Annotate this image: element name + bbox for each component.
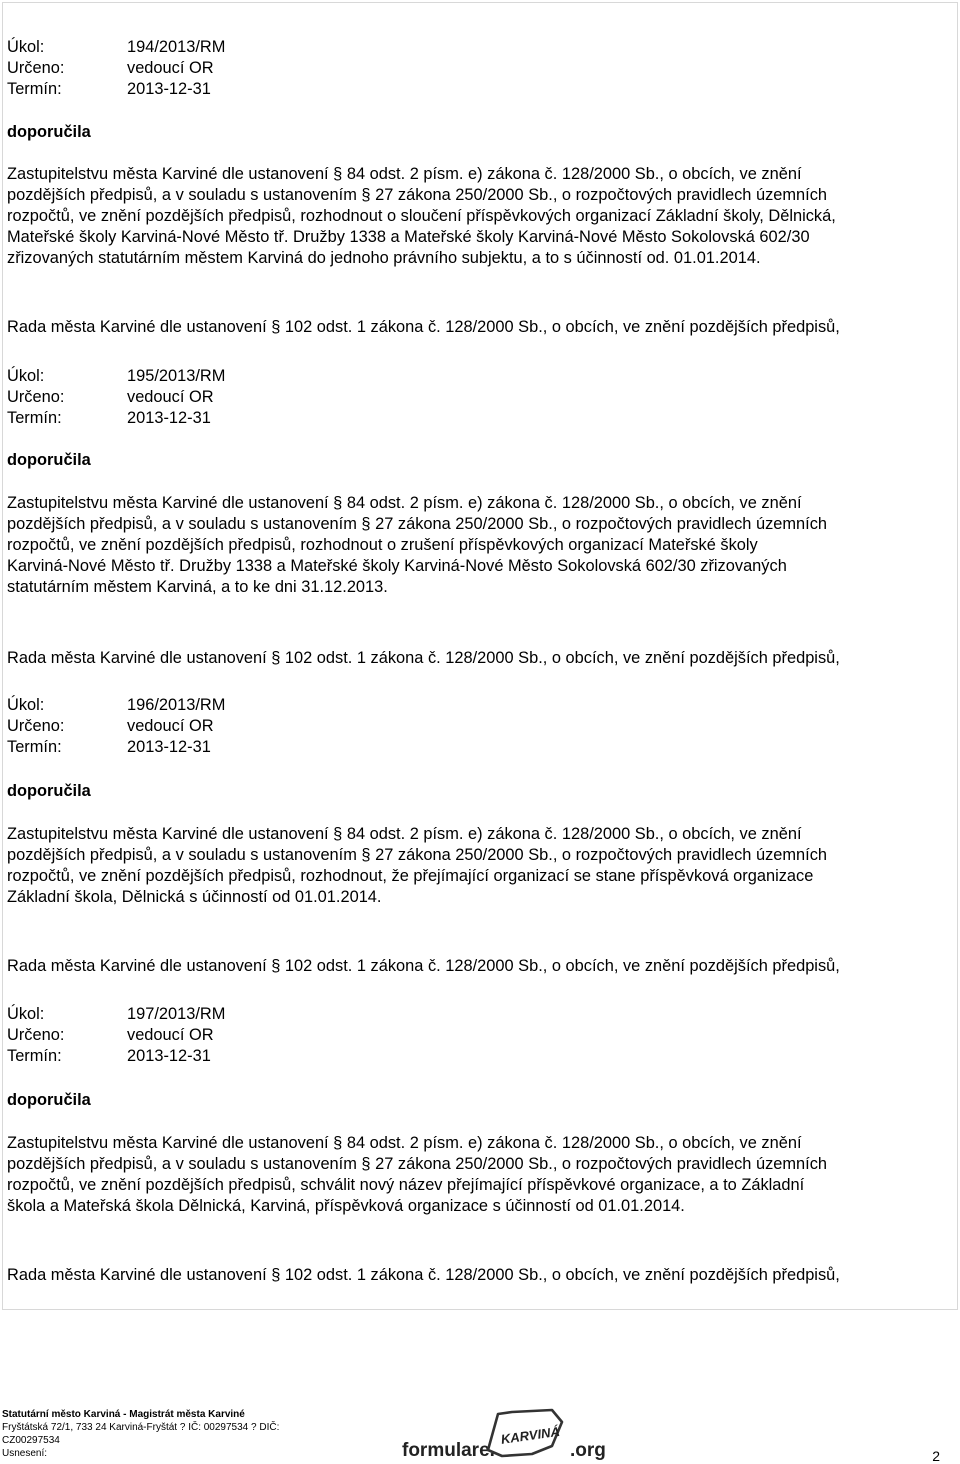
recommends-heading: doporučila bbox=[7, 782, 91, 800]
assigned-row bbox=[7, 58, 952, 79]
text-line: Zastupitelstvu města Karviné dle ustanovení § 84 odst. 2 písm. e) zákona č. 128/2000 Sb., o obcích, ve znění bbox=[7, 165, 802, 183]
resolution-block bbox=[7, 695, 952, 908]
text-line: Karviná-Nové Město tř. Družby 1338 a Mateřské školy Karviná-Nové Město Sokolovská 602/30 zřizovaných bbox=[7, 557, 787, 575]
text-line: Zastupitelstvu města Karviné dle ustanovení § 84 odst. 2 písm. e) zákona č. 128/2000 Sb., o obcích, ve znění bbox=[7, 494, 802, 512]
text-line: statutárním městem Karviná, a to ke dni 31.12.2013. bbox=[7, 578, 388, 596]
assigned-row bbox=[7, 716, 952, 737]
task-row bbox=[7, 1004, 952, 1025]
assigned-value: vedoucí OR bbox=[127, 1026, 214, 1044]
deadline-value: 2013-12-31 bbox=[127, 80, 211, 98]
deadline-value: 2013-12-31 bbox=[127, 409, 211, 427]
task-number: 195/2013/RM bbox=[127, 367, 226, 385]
assigned-value: vedoucí OR bbox=[127, 717, 214, 735]
deadline-row bbox=[7, 408, 952, 429]
task-number: 197/2013/RM bbox=[127, 1005, 226, 1023]
text-line: škola a Mateřská škola Dělnická, Karviná, příspěvková organizace s účinností od 01.01.2014. bbox=[7, 1197, 685, 1215]
assigned-label: Určeno: bbox=[7, 388, 65, 406]
footer-info bbox=[2, 1408, 362, 1460]
council-preamble: Rada města Karviné dle ustanovení § 102 odst. 1 zákona č. 128/2000 Sb., o obcích, ve znění pozdějších předpisů, bbox=[7, 1266, 840, 1284]
text-line: rozpočtů, ve znění pozdějších předpisů, rozhodnout o sloučení příspěvkových organizací Základní školy, Dělnická, bbox=[7, 207, 836, 225]
text-line: Základní škola, Dělnická s účinností od 01.01.2014. bbox=[7, 888, 382, 906]
text-line: Zastupitelstvu města Karviné dle ustanovení § 84 odst. 2 písm. e) zákona č. 128/2000 Sb., o obcích, ve znění bbox=[7, 825, 802, 843]
text-line: pozdějších předpisů, a v souladu s ustanovením § 27 zákona 250/2000 Sb., o rozpočtových pravidlech územních bbox=[7, 515, 828, 533]
logo-suffix: .org bbox=[570, 1440, 606, 1461]
resolution-text bbox=[7, 1133, 952, 1217]
footer-address: Fryštátská 72/1, 733 24 Karviná-Fryštát ? IČ: 00297534 ? DIČ: bbox=[2, 1422, 280, 1433]
task-row bbox=[7, 695, 952, 716]
task-label: Úkol: bbox=[7, 696, 45, 714]
formulare-karvina-logo bbox=[402, 1408, 617, 1464]
assigned-label: Určeno: bbox=[7, 59, 65, 77]
page-number: 2 bbox=[932, 1448, 940, 1464]
deadline-row bbox=[7, 1046, 952, 1067]
footer-vat: CZ00297534 bbox=[2, 1435, 60, 1446]
resolution-block bbox=[7, 1004, 952, 1217]
resolution-text bbox=[7, 493, 952, 598]
footer-resolution-label: Usnesení: bbox=[2, 1448, 48, 1459]
text-line: pozdějších předpisů, a v souladu s ustanovením § 27 zákona 250/2000 Sb., o rozpočtových pravidlech územních bbox=[7, 186, 828, 204]
recommends-heading: doporučila bbox=[7, 451, 91, 469]
recommends-heading: doporučila bbox=[7, 1091, 91, 1109]
deadline-row bbox=[7, 79, 952, 100]
assigned-value: vedoucí OR bbox=[127, 59, 214, 77]
assigned-label: Určeno: bbox=[7, 1026, 65, 1044]
resolution-text bbox=[7, 164, 952, 269]
text-line: zřizovaných statutárním městem Karviná do jednoho právního subjektu, a to s účinností od. 01.01.2014. bbox=[7, 249, 761, 267]
deadline-value: 2013-12-31 bbox=[127, 1047, 211, 1065]
assigned-label: Určeno: bbox=[7, 717, 65, 735]
task-label: Úkol: bbox=[7, 1005, 45, 1023]
task-row bbox=[7, 366, 952, 387]
resolution-block bbox=[7, 366, 952, 598]
logo-text: formulare. bbox=[402, 1440, 495, 1461]
footer-org-name: Statutární město Karviná - Magistrát města Karviné bbox=[2, 1409, 245, 1420]
task-number: 196/2013/RM bbox=[127, 696, 226, 714]
task-number: 194/2013/RM bbox=[127, 38, 226, 56]
logo-word: KARVINÁ bbox=[499, 1423, 561, 1447]
assigned-value: vedoucí OR bbox=[127, 388, 214, 406]
council-preamble: Rada města Karviné dle ustanovení § 102 odst. 1 zákona č. 128/2000 Sb., o obcích, ve znění pozdějších předpisů, bbox=[7, 957, 840, 975]
text-line: pozdějších předpisů, a v souladu s ustanovením § 27 zákona 250/2000 Sb., o rozpočtových pravidlech územních bbox=[7, 1155, 828, 1173]
deadline-value: 2013-12-31 bbox=[127, 738, 211, 756]
recommends-heading: doporučila bbox=[7, 123, 91, 141]
text-line: rozpočtů, ve znění pozdějších předpisů, schválit nový název přejímající příspěvkové organizace, a to Základní bbox=[7, 1176, 805, 1194]
assigned-row bbox=[7, 387, 952, 408]
text-line: rozpočtů, ve znění pozdějších předpisů, rozhodnout, že přejímající organizací se stane příspěvková organizace bbox=[7, 867, 814, 885]
assigned-row bbox=[7, 1025, 952, 1046]
resolution-block bbox=[7, 37, 952, 269]
page-footer bbox=[2, 1408, 958, 1464]
deadline-label: Termín: bbox=[7, 1047, 62, 1065]
resolution-text bbox=[7, 824, 952, 908]
task-row bbox=[7, 37, 952, 58]
council-preamble: Rada města Karviné dle ustanovení § 102 odst. 1 zákona č. 128/2000 Sb., o obcích, ve znění pozdějších předpisů, bbox=[7, 318, 840, 336]
deadline-row bbox=[7, 737, 952, 758]
text-line: Mateřské školy Karviná-Nové Město tř. Družby 1338 a Mateřské školy Karviná-Nové Město Sokolovská 602/30 bbox=[7, 228, 810, 246]
text-line: Zastupitelstvu města Karviné dle ustanovení § 84 odst. 2 písm. e) zákona č. 128/2000 Sb., o obcích, ve znění bbox=[7, 1134, 802, 1152]
deadline-label: Termín: bbox=[7, 738, 62, 756]
council-preamble: Rada města Karviné dle ustanovení § 102 odst. 1 zákona č. 128/2000 Sb., o obcích, ve znění pozdějších předpisů, bbox=[7, 649, 840, 667]
text-line: rozpočtů, ve znění pozdějších předpisů, rozhodnout o zrušení příspěvkových organizací Mateřské školy bbox=[7, 536, 758, 554]
text-line: pozdějších předpisů, a v souladu s ustanovením § 27 zákona 250/2000 Sb., o rozpočtových pravidlech územních bbox=[7, 846, 828, 864]
task-label: Úkol: bbox=[7, 38, 45, 56]
task-label: Úkol: bbox=[7, 367, 45, 385]
deadline-label: Termín: bbox=[7, 80, 62, 98]
deadline-label: Termín: bbox=[7, 409, 62, 427]
